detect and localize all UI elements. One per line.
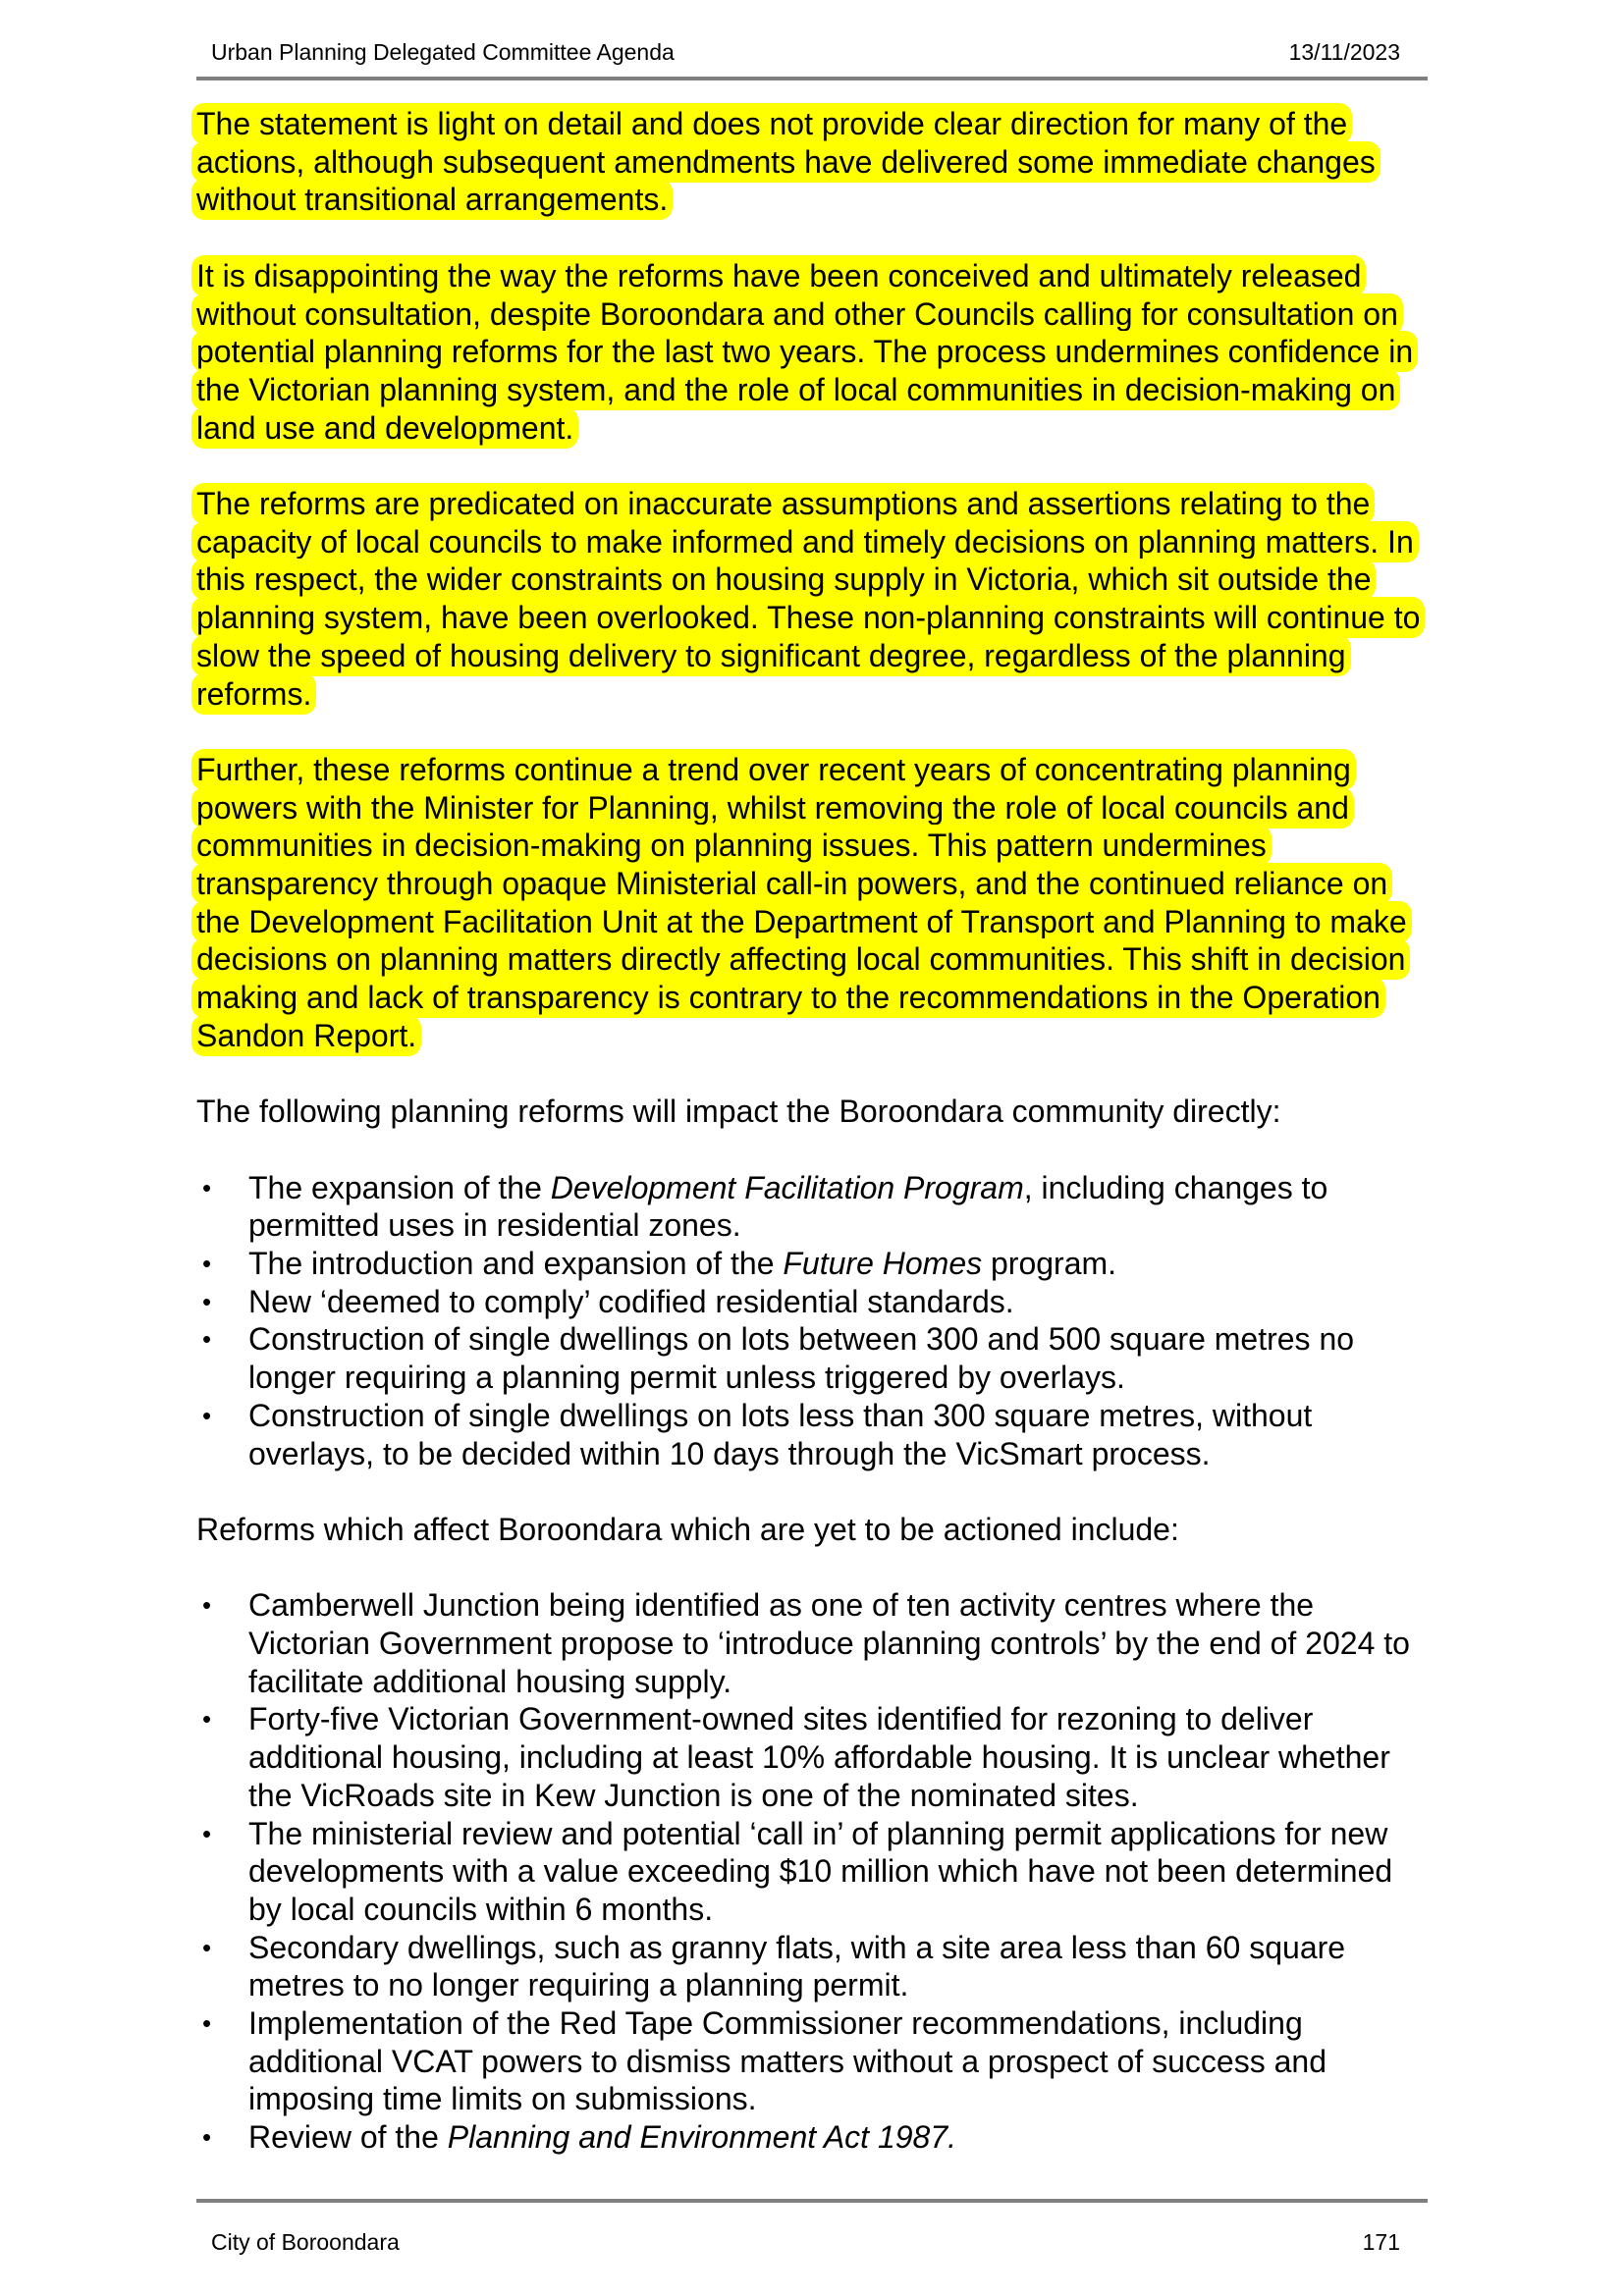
list-item (196, 1700, 1434, 1814)
paragraph-highlighted (196, 751, 1434, 1055)
bullet-icon: • (202, 1590, 212, 1621)
list-item-text: Construction of single dwellings on lots less than 300 square metres, without overlays, to be decided within 10 days through the VicSmart process. (248, 1397, 1313, 1471)
bullet-icon: • (202, 1286, 212, 1316)
list-item-text: Construction of single dwellings on lots between 300 and 500 square metres no longer requiring a planning permit unless triggered by overlays. (248, 1321, 1355, 1396)
paragraph-highlighted (196, 105, 1434, 219)
footer-rule (196, 2199, 1428, 2203)
highlighted-text: Further, these reforms continue a trend over recent years of concentrating planning powers with the Minister for Planning, whilst removing the role of local councils and communities in decision-making on planning issues. This pattern undermines transparency through opaque Ministerial call-in powers, and the continued reliance on the Development Facilitation Unit at the Department of Transport and Planning to make decisions on planning matters directly affecting local communities. This shift in decision making and lack of transparency is contrary to the recommendations in the Operation Sandon Report. (196, 751, 1407, 1053)
direct-impacts-list (196, 1169, 1434, 1473)
list-item (196, 1169, 1434, 1245)
list-item-italic-title: Future Homes (783, 1246, 983, 1282)
list-item (196, 2004, 1434, 2118)
list-item-text: Forty-five Victorian Government-owned sites identified for rezoning to deliver additional housing, including at least 10% affordable housing. It is unclear whether the VicRoads site in Kew Junction is one of the nominated sites. (248, 1701, 1390, 1813)
bullet-icon: • (202, 2122, 212, 2153)
list-item-text: Camberwell Junction being identified as one of ten activity centres where the Victorian Government propose to ‘introduce planning controls’ by the end of 2024 to facilitate additional housing supply. (248, 1587, 1410, 1699)
paragraph-highlighted (196, 485, 1434, 713)
bullet-icon: • (202, 1324, 212, 1355)
list-item-italic-title: Planning and Environment Act 1987. (447, 2119, 957, 2156)
list-item-text-end: , including changes to permitted uses in residential zones. (248, 1169, 1328, 1244)
list-item (196, 2118, 1434, 2157)
direct-impacts-intro: The following planning reforms will impact the Boroondara community directly: (196, 1094, 1281, 1130)
list-item (196, 1245, 1434, 1283)
document-title: Urban Planning Delegated Committee Agenda (211, 39, 675, 65)
list-item (196, 1815, 1434, 1929)
document-body (196, 105, 1434, 2195)
list-item-text: The introduction and expansion of the (248, 1246, 784, 1282)
header-rule (196, 77, 1428, 80)
list-item (196, 1397, 1434, 1472)
list-item-text: The expansion of the (248, 1169, 551, 1205)
paragraph-highlighted (196, 257, 1434, 448)
bullet-icon: • (202, 1400, 212, 1430)
list-item (196, 1320, 1434, 1396)
pending-reforms-intro: Reforms which affect Boroondara which are yet to be actioned include: (196, 1511, 1179, 1547)
pending-reforms-list (196, 1586, 1434, 2157)
bullet-icon: • (202, 2008, 212, 2039)
list-item (196, 1929, 1434, 2004)
page-number: 171 (1362, 2229, 1400, 2255)
list-item-text-end: program. (982, 1246, 1117, 1282)
bullet-icon: • (202, 1818, 212, 1848)
list-item-text: Implementation of the Red Tape Commissioner recommendations, including additional VCAT powers to dismiss matters without a prospect of success and imposing time limits on submissions. (248, 2005, 1326, 2117)
page-header (211, 39, 1400, 66)
highlighted-text: The reforms are predicated on inaccurate assumptions and assertions relating to the capacity of local councils to make informed and timely decisions on planning matters. In this respect, the wider constraints on housing supply in Victoria, which sit outside the planning system, have been overlooked. These non-planning constraints will continue to slow the speed of housing delivery to significant degree, regardless of the planning reforms. (196, 486, 1421, 712)
list-item-text: Review of the (248, 2119, 448, 2156)
bullet-icon: • (202, 1172, 212, 1202)
list-item-text: New ‘deemed to comply’ codified residential standards. (248, 1283, 1014, 1319)
highlighted-text: The statement is light on detail and does not provide clear direction for many of the actions, although subsequent amendments have delivered some immediate changes without transitional arrangements. (196, 106, 1376, 218)
highlighted-text: It is disappointing the way the reforms have been conceived and ultimately released without consultation, despite Boroondara and other Councils calling for consultation on potential planning reforms for the last two years. The process undermines confidence in the Victorian planning system, and the role of local communities in decision-making on land use and development. (196, 257, 1414, 446)
list-item (196, 1586, 1434, 1700)
page-footer (211, 2229, 1400, 2256)
bullet-icon: • (202, 1704, 212, 1735)
document-date: 13/11/2023 (1288, 39, 1400, 65)
list-item-italic-title: Development Facilitation Program (550, 1169, 1024, 1205)
bullet-icon: • (202, 1932, 212, 1962)
list-item (196, 1283, 1434, 1321)
bullet-icon: • (202, 1249, 212, 1279)
list-item-text: The ministerial review and potential ‘call in’ of planning permit applications for new developments with a value exceeding $10 million which have not been determined by local councils within 6 months. (248, 1815, 1393, 1927)
list-item-text: Secondary dwellings, such as granny flats, with a site area less than 60 square metres to no longer requiring a planning permit. (248, 1929, 1346, 2003)
organisation-name: City of Boroondara (211, 2229, 400, 2255)
